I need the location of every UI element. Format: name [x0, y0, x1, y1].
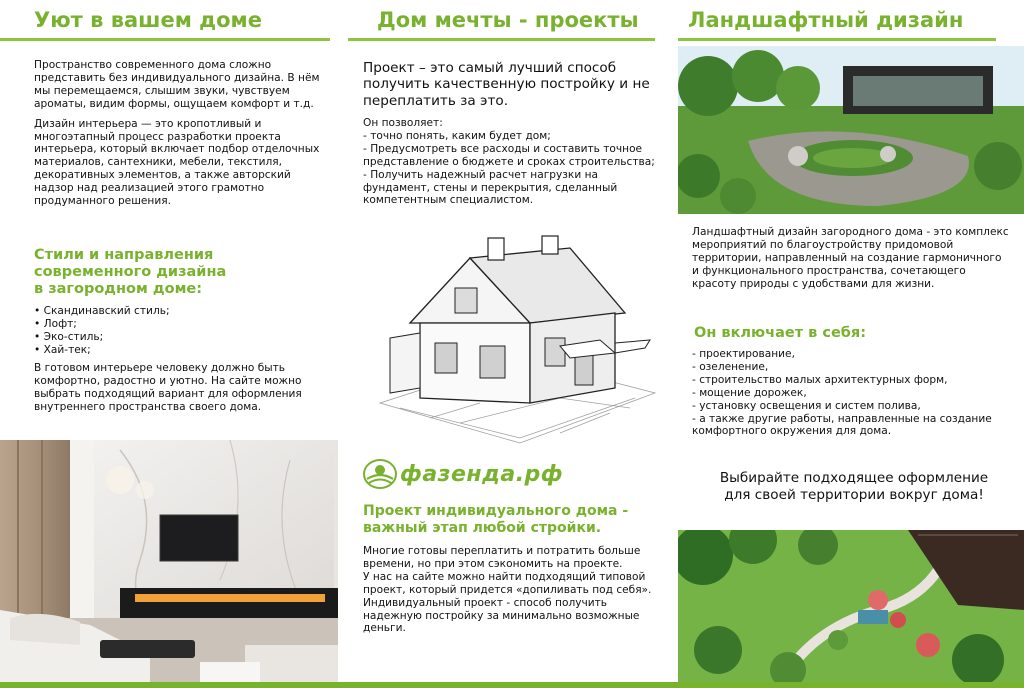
list-item: • Скандинавский стиль;	[34, 305, 170, 317]
interior-text	[34, 59, 332, 215]
projects-lead: Проект – это самый лучший способ получить качественную постройку и не переплатить за это.	[363, 60, 650, 109]
list-item: - строительство малых архитектурных форм,	[692, 373, 948, 386]
styles-list	[34, 305, 332, 357]
heading-interior: Уют в вашем доме	[34, 8, 262, 32]
interior-closing: В готовом интерьере человеку должно быть комфортно, радостно и уютно. На сайте можно выбрать подходящий вариант для оформления внутреннего пространства своего дома.	[34, 362, 302, 413]
logo-sun-icon	[363, 459, 397, 489]
allows-label: Он позволяет:	[363, 117, 443, 129]
column-interior	[0, 0, 338, 688]
list-item: - проектирование,	[692, 348, 795, 360]
living-room-illustration	[0, 440, 338, 688]
styles-heading	[34, 247, 334, 298]
list-item: - а также другие работы, направленные на создание комфортного окружения для дома.	[692, 412, 992, 438]
column-landscape	[678, 0, 1024, 688]
projects-allows	[363, 117, 663, 207]
includes-list	[692, 348, 1010, 438]
heading-projects: Дом мечты - проекты	[377, 8, 639, 32]
projects-body	[363, 545, 663, 635]
heading-rule	[348, 38, 655, 41]
garden-illustration-bottom	[678, 530, 1024, 688]
projects-subheading: Проект индивидуального дома - важный этап любой стройки.	[363, 503, 629, 536]
list-item: - Получить надежный расчет нагрузки на фундамент, стены и перекрытия, сделанный компетентным специалистом.	[363, 168, 618, 207]
styles-heading-line: Стили и направления	[34, 247, 214, 263]
projects-body-line: У нас на сайте можно найти подходящий типовой проект, который придется «допиливать под себя».	[363, 570, 652, 596]
garden-image-bottom	[678, 530, 1024, 688]
projects-body-line: Многие готовы переплатить и потратить больше времени, но при этом сэкономить на проекте.	[363, 545, 641, 570]
list-item: • Лофт;	[34, 317, 77, 330]
bottom-accent-bar	[0, 682, 1024, 688]
includes-heading: Он включает в себя:	[694, 325, 867, 341]
heading-rule	[678, 38, 996, 41]
landscape-intro: Ландшафтный дизайн загородного дома - это комплекс мероприятий по благоустройству придомовой территории, направленный на создание гармоничного и функционального пространства, сочетающего красоту природы с удобствами для жизни.	[692, 226, 1009, 290]
projects-body-line: Индивидуальный проект - способ получить надежную постройку за минимально возможные деньги.	[363, 596, 640, 635]
list-item: - Предусмотреть все расходы и составить точное представление о бюджете и сроках строительства;	[363, 142, 655, 168]
list-item: - озеленение,	[692, 360, 769, 373]
house-sketch-illustration	[370, 228, 660, 456]
styles-heading-line: современного дизайна	[34, 264, 227, 280]
list-item: • Хай-тек;	[34, 343, 91, 356]
list-item: - точно понять, каким будет дом;	[363, 129, 551, 142]
styles-heading-line: в загородном доме:	[34, 281, 203, 297]
logo-text: фазенда.рф	[400, 461, 564, 487]
garden-image-top	[678, 46, 1024, 214]
column-projects	[345, 0, 675, 688]
heading-rule	[0, 38, 330, 41]
garden-illustration-top	[678, 46, 1024, 214]
logo	[363, 458, 563, 490]
list-item: • Эко-стиль;	[34, 330, 104, 343]
interior-paragraph-2: Дизайн интерьера — это кропотливый и многоэтапный процесс разработки проекта интерьера, который включает подбор отделочных материалов, сантехники, мебели, текстиля, декоративных элементов, а также авторский надзор над реализацией этого грамотно продуманного решения.	[34, 117, 320, 208]
landscape-cta: Выбирайте подходящее оформление для своей территории вокруг дома!	[719, 470, 989, 503]
interior-paragraph-1: Пространство современного дома сложно представить без индивидуального дизайна. В нём мы перемещаемся, слышим звуки, чувствуем ароматы, видим формы, ощущаем комфорт и т.д.	[34, 59, 320, 110]
list-item: - мощение дорожек,	[692, 386, 807, 399]
list-item: - установку освещения и систем полива,	[692, 399, 921, 412]
living-room-image	[0, 440, 338, 688]
heading-landscape: Ландшафтный дизайн	[688, 8, 964, 32]
